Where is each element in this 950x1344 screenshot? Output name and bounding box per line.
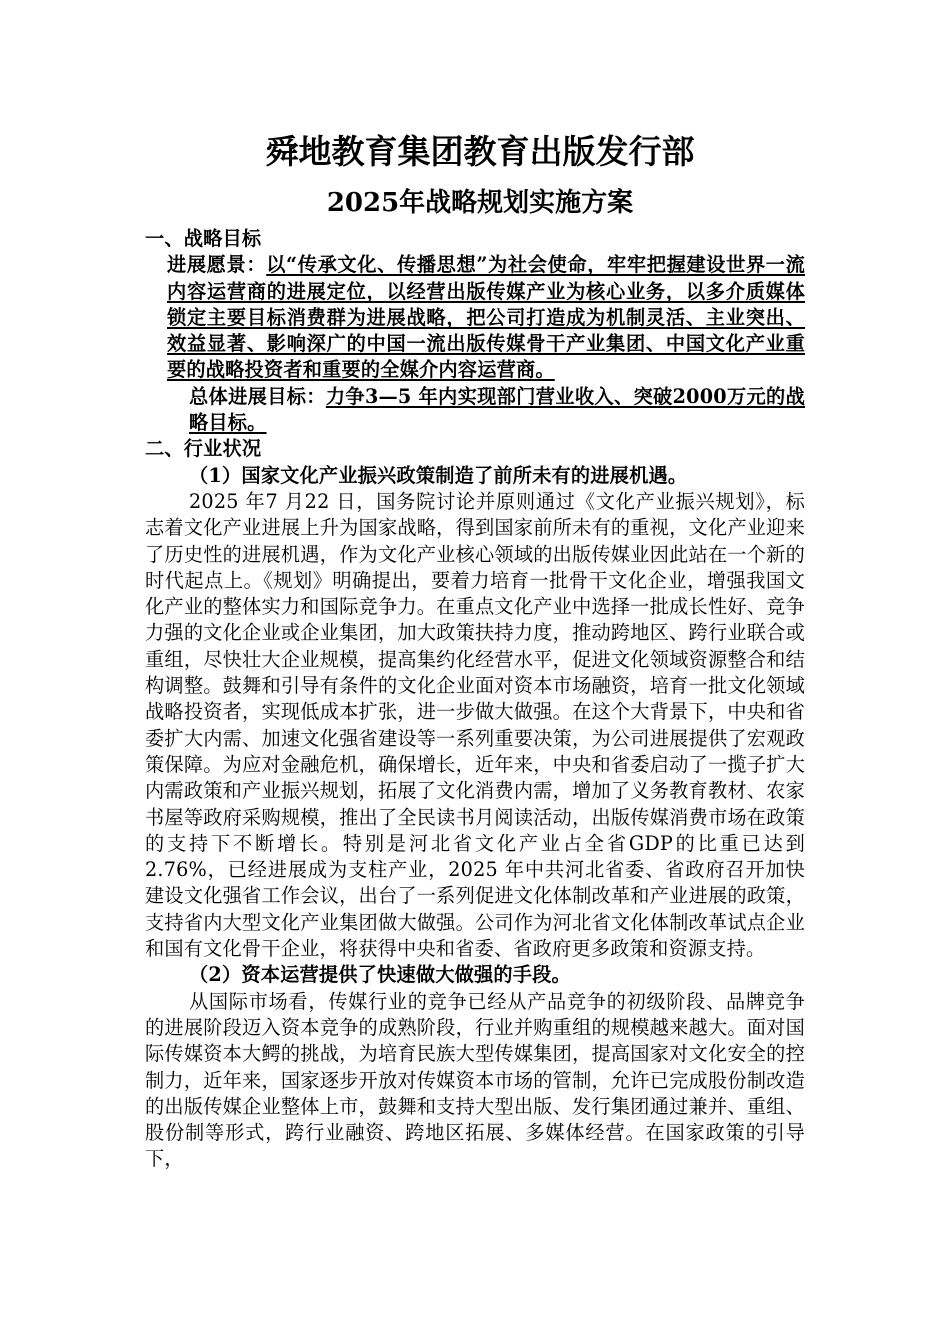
vision-label: 进展愿景： [167,253,267,277]
body-paragraph-2: 从国际市场看，传媒行业的竞争已经从产品竞争的初级阶段、品牌竞争的进展阶段迈入资本竞争的成熟阶段，行业并购重组的规模越来越大。面对国际传媒资本大鳄的挑战，为培育民族大型传媒集团，提高国家对文化安全的控制力，近年来，国家逐步开放对传媒资本市场的管制，允许已完成股份制改造的出版传媒企业整体上市，鼓舞和支持大型出版、发行集团通过兼并、重组、股份制等形式，跨行业融资、跨地区拓展、多媒体经营。在国家政策的引导下， [145,989,805,1171]
subsection-heading-2: （2）资本运营提供了快速做大做强的手段。 [189,963,571,987]
overall-goal-paragraph [145,384,805,437]
document-subtitle: 2025年战略规划实施方案 [326,188,634,218]
document-page [145,128,805,1173]
vision-paragraph [145,252,805,383]
section-heading-strategic-goals: 一、战略目标 [145,227,262,250]
body-paragraph-1: 2025 年7 月22 日，国务院讨论并原则通过《文化产业振兴规划》，标志着文化产业进展上升为国家战略，得到国家前所未有的重视，文化产业迎来了历史性的进展机遇，作为文化产业核心领域的出版传媒业因此站在一个新的时代起点上。《规划》明确提出，要着力培育一批骨干文化企业，增强我国文化产业的整体实力和国际竞争力。在重点文化产业中选择一批成长性好、竞争力强的文化企业或企业集团，加大政策扶持力度，推动跨地区、跨行业联合或重组，尽快壮大企业规模，提高集约化经营水平，促进文化领域资源整合和结构调整。鼓舞和引导有条件的文化企业面对资本市场融资，培育一批文化领域战略投资者，实现低成本扩张，进一步做大做强。在这个大背景下，中央和省委扩大内需、加速文化强省建设等一系列重要决策，为公司进展提供了宏观政策保障。为应对金融危机，确保增长，近年来，中央和省委启动了一揽子扩大内需政策和产业振兴规划，拓展了文化消费内需，增加了义务教育教材、农家书屋等政府采购规模，推出了全民读书月阅读活动，出版传媒消费市场在政策的支持下不断增长。特别是河北省文化产业占全省GDP的比重已达到2.76%，已经进展成为支柱产业，2025 年中共河北省委、省政府召开加快建设文化强省工作会议，出台了一系列促进文化体制改革和产业进展的政策，支持省内大型文化产业集团做大做强。公司作为河北省文化体制改革试点企业和国有文化骨干企业，将获得中央和省委、省政府更多政策和资源支持。 [145,489,805,961]
subsection-heading-1: （1）国家文化产业振兴政策制造了前所未有的进展机遇。 [189,463,688,487]
vision-text: 以“传承文化、传播思想”为社会使命，牢牢把握建设世界一流内容运营商的进展定位，以经营出版传媒产业为核心业务，以多介质媒体锁定主要目标消费群为进展战略，把公司打造成为机制灵活、主业突出、效益显著、影响深广的中国一流出版传媒骨干产业集团、中国文化产业重要的战略投资者和重要的全媒介内容运营商。 [167,253,806,382]
overall-goal-label: 总体进展目标： [189,384,326,408]
overall-goal-text: 力争3—5 年内实现部门营业收入、突破2000万元的战略目标。 [189,384,805,435]
section-heading-industry-status: 二、行业状况 [145,437,262,461]
document-title: 舜地教育集团教育出版发行部 [265,132,695,171]
